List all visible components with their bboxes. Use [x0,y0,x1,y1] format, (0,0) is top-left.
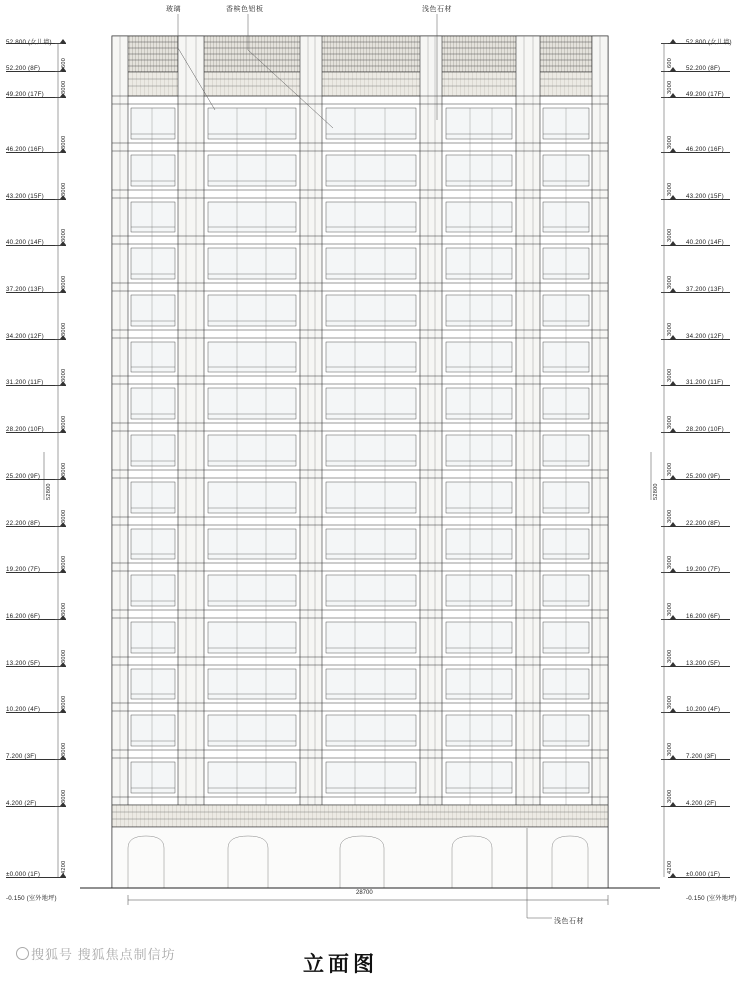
dims-right-value-9: 3000 [667,462,673,476]
dims-left-tick-6 [55,292,62,293]
dims-left-value-6: 3000 [61,322,67,336]
dims-left-tick-8 [55,385,62,386]
dims-right-tick-14 [661,666,668,667]
dims-left-value-15: 3000 [61,742,67,756]
level-label-right-0: 52.800 (女儿墙) [686,39,732,46]
level-label-right-14: 13.200 (5F) [686,660,721,667]
dims-left-value-12: 3000 [61,602,67,616]
level-label-right-1: 52.200 (8F) [686,65,721,72]
dims-right-value-1: 3000 [667,80,673,94]
level-label-left-1: 52.200 (8F) [6,65,41,72]
level-label-right-3: 46.200 (16F) [686,146,724,153]
level-label-left-4: 43.200 (15F) [6,193,44,200]
dims-left-tick-3 [55,152,62,153]
dims-right-value-10: 3000 [667,509,673,523]
dims-left-value-5: 3000 [61,275,67,289]
level-rule-right-0 [668,43,730,44]
level-label-left-9: 28.200 (10F) [6,426,44,433]
level-rule-right-9 [668,432,730,433]
level-label-right-17: 4.200 (2F) [686,800,717,807]
level-label-left-16: 7.200 (3F) [6,753,37,760]
dims-right-tick-9 [661,432,668,433]
dims-right-tick-2 [661,97,668,98]
dims-right-value-8: 3000 [667,415,673,429]
level-rule-right-10 [668,479,730,480]
level-label-left-14: 13.200 (5F) [6,660,41,667]
dims-left-value-9: 3000 [61,462,67,476]
level-label-left-10: 25.200 (9F) [6,473,41,480]
level-rule-right-18 [668,877,730,878]
ground-level-note-right: -0.150 (室外地坪) [686,895,737,902]
level-rule-right-4 [668,199,730,200]
watermark-icon [16,947,29,960]
dims-right-tick-16 [661,759,668,760]
dims-left-value-1: 3000 [61,80,67,94]
callout-label-glass: 玻璃 [166,6,181,13]
level-rule-left-18 [6,877,66,878]
level-label-right-18: ±0.000 (1F) [686,871,721,878]
dims-right-tick-11 [661,526,668,527]
level-rule-right-3 [668,152,730,153]
level-label-right-10: 25.200 (9F) [686,473,721,480]
dims-left-tick-12 [55,572,62,573]
dims-left-tick-10 [55,479,62,480]
dims-left-tick-9 [55,432,62,433]
dims-left-tick-1 [55,71,62,72]
level-label-left-8: 31.200 (11F) [6,379,44,386]
dims-right-tick-13 [661,619,668,620]
level-label-left-12: 19.200 (7F) [6,566,41,573]
dims-right-tick-5 [661,245,668,246]
dims-right-value-16: 3000 [667,789,673,803]
level-label-right-16: 7.200 (3F) [686,753,717,760]
dims-left-tick-4 [55,199,62,200]
level-rule-right-2 [668,97,730,98]
dims-right-value-5: 3000 [667,275,673,289]
level-label-left-3: 46.200 (16F) [6,146,44,153]
dims-left-value-3: 3000 [61,182,67,196]
level-label-left-2: 49.200 (17F) [6,91,44,98]
level-rule-right-11 [668,526,730,527]
level-label-left-17: 4.200 (2F) [6,800,37,807]
callout-label-light-stone-top: 浅色石材 [422,6,452,13]
dims-right-value-3: 3000 [667,182,673,196]
dims-right-tick-3 [661,152,668,153]
drawing-title: 立面图 [303,952,378,976]
level-label-right-8: 31.200 (11F) [686,379,724,386]
level-label-right-15: 10.200 (4F) [686,706,721,713]
level-rule-right-15 [668,712,730,713]
level-label-left-13: 16.200 (6F) [6,613,41,620]
dims-left-value-17: 4200 [61,860,67,874]
dims-right-value-4: 3000 [667,228,673,242]
dims-right-tick-12 [661,572,668,573]
level-rule-right-16 [668,759,730,760]
dims-left-tick-5 [55,245,62,246]
level-label-left-11: 22.200 (8F) [6,520,41,527]
overall-height-dim-right: 52800 [653,483,659,500]
dims-right-value-17: 4200 [667,860,673,874]
ground-level-note-left: -0.150 (室外地坪) [6,895,57,902]
dims-left-tick-14 [55,666,62,667]
dims-right-tick-15 [661,712,668,713]
level-rule-right-6 [668,292,730,293]
dims-left-tick-11 [55,526,62,527]
level-rule-right-8 [668,385,730,386]
dims-left-value-10: 3000 [61,509,67,523]
dims-right-tick-0 [661,43,668,44]
level-label-left-18: ±0.000 (1F) [6,871,41,878]
level-label-right-7: 34.200 (12F) [686,333,724,340]
dims-left-value-8: 3000 [61,415,67,429]
dims-right-value-6: 3000 [667,322,673,336]
level-label-left-6: 37.200 (13F) [6,286,44,293]
level-label-left-15: 10.200 (4F) [6,706,41,713]
level-label-right-11: 22.200 (8F) [686,520,721,527]
dims-right-tick-17 [661,806,668,807]
level-label-right-6: 37.200 (13F) [686,286,724,293]
dims-left-tick-2 [55,97,62,98]
dims-right-tick-1 [661,71,668,72]
watermark-text: 搜狐号 搜狐焦点制信坊 [31,947,176,962]
dims-right-value-15: 3000 [667,742,673,756]
dims-left-value-7: 3000 [61,368,67,382]
dims-right-tick-7 [661,339,668,340]
dims-right-tick-10 [661,479,668,480]
dims-left-value-11: 3000 [61,555,67,569]
level-label-right-5: 40.200 (14F) [686,239,724,246]
dims-right-tick-4 [661,199,668,200]
level-label-right-13: 16.200 (6F) [686,613,721,620]
dims-right-value-2: 3000 [667,135,673,149]
level-rule-right-14 [668,666,730,667]
dims-left-value-0: 600 [61,57,67,68]
overall-height-dim-left: 52800 [46,483,52,500]
dims-left-value-16: 3000 [61,789,67,803]
dims-left-value-14: 3000 [61,695,67,709]
dims-left-value-13: 3000 [61,649,67,663]
dims-left-value-4: 3000 [61,228,67,242]
dims-left-tick-13 [55,619,62,620]
level-rule-right-12 [668,572,730,573]
callout-label-champagne-aluminum-panel: 香槟色铝板 [226,6,264,13]
overall-width-dimension: 28700 [356,890,373,896]
callout-label-light-stone-bottom: 浅色石材 [554,918,584,925]
dims-left-value-2: 3000 [61,135,67,149]
level-rule-right-13 [668,619,730,620]
dims-left-tick-16 [55,759,62,760]
dims-right-tick-6 [661,292,668,293]
level-rule-right-7 [668,339,730,340]
dims-left-tick-17 [55,806,62,807]
level-label-right-4: 43.200 (15F) [686,193,724,200]
level-rule-right-5 [668,245,730,246]
level-label-left-7: 34.200 (12F) [6,333,44,340]
dims-right-value-7: 3000 [667,368,673,382]
dims-right-value-11: 3000 [667,555,673,569]
dims-right-value-14: 3000 [667,695,673,709]
level-label-right-12: 19.200 (7F) [686,566,721,573]
level-label-right-2: 49.200 (17F) [686,91,724,98]
level-rule-right-17 [668,806,730,807]
level-label-left-5: 40.200 (14F) [6,239,44,246]
level-rule-right-1 [668,71,730,72]
dims-left-tick-0 [55,43,62,44]
level-marker-triangle-right-0 [670,39,676,43]
dims-right-tick-8 [661,385,668,386]
level-label-left-0: 52.800 (女儿墙) [6,39,52,46]
dims-right-value-13: 3000 [667,649,673,663]
dims-right-value-0: 600 [667,57,673,68]
dims-left-tick-7 [55,339,62,340]
dims-left-tick-15 [55,712,62,713]
watermark [14,944,176,963]
level-label-right-9: 28.200 (10F) [686,426,724,433]
dims-right-value-12: 3000 [667,602,673,616]
